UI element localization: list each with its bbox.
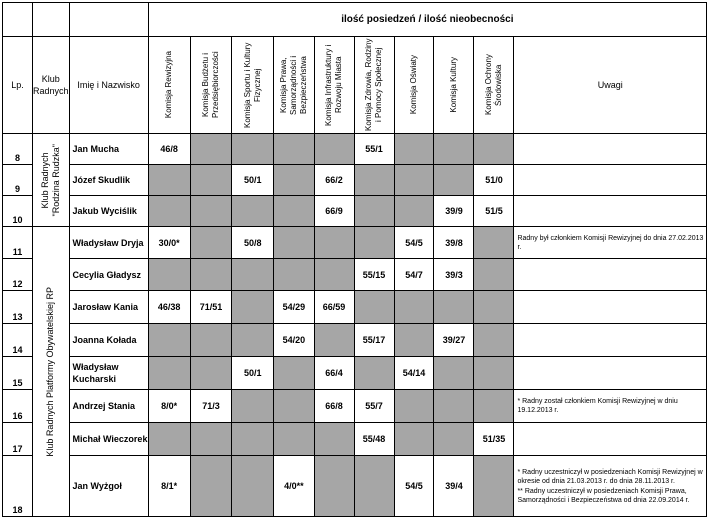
not-member-cell xyxy=(190,324,232,357)
not-member-cell xyxy=(148,196,190,227)
not-member-cell xyxy=(232,390,274,423)
not-member-cell xyxy=(232,196,274,227)
not-member-cell xyxy=(314,134,354,165)
attendance-cell: 66/2 xyxy=(314,165,354,196)
club-name-cell xyxy=(32,227,69,517)
remarks-cell xyxy=(514,134,707,165)
attendance-cell: 39/8 xyxy=(434,227,474,259)
not-member-cell xyxy=(274,357,314,390)
header-committee-6 xyxy=(354,37,394,134)
not-member-cell xyxy=(314,324,354,357)
not-member-cell xyxy=(232,134,274,165)
attendance-cell: 66/9 xyxy=(314,196,354,227)
club-name-line2: "Rodzina Rudzka" xyxy=(50,143,61,217)
councillor-name: Jarosław Kania xyxy=(69,291,148,324)
councillor-name: Józef Skudlik xyxy=(69,165,148,196)
remarks-cell xyxy=(514,196,707,227)
councillor-name: Władysław Dryja xyxy=(69,227,148,259)
attendance-cell: 39/3 xyxy=(434,259,474,291)
attendance-table xyxy=(2,2,707,517)
table-row xyxy=(3,196,707,227)
row-number: 14 xyxy=(3,324,33,357)
not-member-cell xyxy=(314,423,354,456)
not-member-cell xyxy=(474,259,514,291)
remarks-cell xyxy=(514,324,707,357)
councillor-name: Andrzej Stania xyxy=(69,390,148,423)
attendance-cell: 8/0* xyxy=(148,390,190,423)
not-member-cell xyxy=(394,324,434,357)
not-member-cell xyxy=(474,357,514,390)
attendance-cell: 4/0** xyxy=(274,456,314,517)
attendance-cell: 50/1 xyxy=(232,165,274,196)
not-member-cell xyxy=(474,227,514,259)
header-committee-label: Komisja Budżetu i Przedsiębiorczości xyxy=(200,51,220,119)
header-committee-9 xyxy=(474,37,514,134)
not-member-cell xyxy=(314,259,354,291)
header-committee-label: Komisja Prawa, Samorządności i Bezpieczeństwa xyxy=(278,55,308,115)
header-committee-label: Komisja Zdrowia, Rodziny i Pomocy Społecznej xyxy=(364,38,383,132)
not-member-cell xyxy=(190,357,232,390)
row-number: 15 xyxy=(3,357,33,390)
not-member-cell xyxy=(274,165,314,196)
club-name xyxy=(45,287,56,457)
attendance-cell: 54/5 xyxy=(394,456,434,517)
header-committee-label: Komisja Ochrony Środowiska xyxy=(483,54,503,116)
attendance-cell: 30/0* xyxy=(148,227,190,259)
attendance-cell: 39/27 xyxy=(434,324,474,357)
attendance-cell: 54/14 xyxy=(394,357,434,390)
remarks-cell xyxy=(514,291,707,324)
attendance-cell: 55/7 xyxy=(354,390,394,423)
attendance-cell: 66/59 xyxy=(314,291,354,324)
attendance-cell: 54/5 xyxy=(394,227,434,259)
club-name-line1: Klub Radnych Platformy Obywatelskiej RP xyxy=(45,286,56,457)
not-member-cell xyxy=(434,291,474,324)
not-member-cell xyxy=(394,423,434,456)
not-member-cell xyxy=(190,456,232,517)
header-club: Klub Radnych xyxy=(32,37,69,134)
table-row xyxy=(3,259,707,291)
not-member-cell xyxy=(474,134,514,165)
not-member-cell xyxy=(232,423,274,456)
table-row xyxy=(3,165,707,196)
header-committee-2 xyxy=(190,37,232,134)
row-number: 10 xyxy=(3,196,33,227)
remarks-cell xyxy=(514,165,707,196)
not-member-cell xyxy=(232,456,274,517)
remark-text: * Radny został członkiem Komisji Rewizyjnej w dniu 19.12.2013 r. xyxy=(517,398,678,414)
header-committee-7 xyxy=(394,37,434,134)
header-committee-4 xyxy=(274,37,314,134)
header-row xyxy=(3,37,707,134)
header-committee-label: Komisja Infrastruktury i Rozwoju Miasta xyxy=(324,44,344,126)
title-corner-name xyxy=(69,3,148,37)
attendance-cell: 55/1 xyxy=(354,134,394,165)
attendance-cell: 39/4 xyxy=(434,456,474,517)
table-row xyxy=(3,390,707,423)
councillor-name: Władysław Kucharski xyxy=(69,357,148,390)
not-member-cell xyxy=(190,423,232,456)
not-member-cell xyxy=(434,165,474,196)
not-member-cell xyxy=(274,196,314,227)
not-member-cell xyxy=(434,423,474,456)
attendance-cell: 54/20 xyxy=(274,324,314,357)
title-corner-lp xyxy=(3,3,33,37)
not-member-cell xyxy=(274,134,314,165)
attendance-cell: 54/7 xyxy=(394,259,434,291)
table-row xyxy=(3,357,707,390)
row-number: 12 xyxy=(3,259,33,291)
attendance-cell: 50/1 xyxy=(232,357,274,390)
table-row xyxy=(3,423,707,456)
remark-text: ** Radny uczestniczył w posiedzeniach Komisji Prawa, Samorządności i Bezpieczeństwa od dnia 22.09.2014 r. xyxy=(517,487,690,504)
not-member-cell xyxy=(232,259,274,291)
not-member-cell xyxy=(474,291,514,324)
table-row xyxy=(3,324,707,357)
not-member-cell xyxy=(394,196,434,227)
not-member-cell xyxy=(394,134,434,165)
remarks-cell xyxy=(514,456,707,517)
not-member-cell xyxy=(394,390,434,423)
table-row xyxy=(3,291,707,324)
header-committee-label: Komisja Rewizyjna xyxy=(164,51,174,119)
not-member-cell xyxy=(148,357,190,390)
title-corner-club xyxy=(32,3,69,37)
club-name-line1: Klub Radnych xyxy=(39,151,50,209)
header-committee-label: Komisja Sportu i Kultury Fizycznej xyxy=(242,42,262,128)
remarks-cell xyxy=(514,227,707,259)
remark-text: Radny był członkiem Komisji Rewizyjnej do dnia 27.02.2013 r. xyxy=(517,234,704,251)
attendance-cell: 66/8 xyxy=(314,390,354,423)
row-number: 13 xyxy=(3,291,33,324)
header-committee-label: Komisja Oświaty xyxy=(408,55,418,115)
attendance-cell: 55/15 xyxy=(354,259,394,291)
row-number: 8 xyxy=(3,134,33,165)
club-name-cell xyxy=(32,134,69,227)
remark-text: * Radny uczestniczył w posiedzeniach Komisji Rewizyjnej w okresie od dnia 21.03.2013 r. do dnia 28.11.2013 r. xyxy=(517,468,703,485)
not-member-cell xyxy=(434,390,474,423)
not-member-cell xyxy=(148,324,190,357)
not-member-cell xyxy=(434,134,474,165)
header-name: Imię i Nazwisko xyxy=(69,37,148,134)
attendance-cell: 71/51 xyxy=(190,291,232,324)
not-member-cell xyxy=(274,227,314,259)
table-row xyxy=(3,134,707,165)
councillor-name: Jan Wyżgoł xyxy=(69,456,148,517)
remarks-cell xyxy=(514,259,707,291)
not-member-cell xyxy=(354,227,394,259)
remarks-cell xyxy=(514,357,707,390)
not-member-cell xyxy=(148,259,190,291)
row-number: 11 xyxy=(3,227,33,259)
not-member-cell xyxy=(394,165,434,196)
remarks-cell xyxy=(514,390,707,423)
title-row xyxy=(3,3,707,37)
not-member-cell xyxy=(274,259,314,291)
attendance-cell: 54/29 xyxy=(274,291,314,324)
header-remarks: Uwagi xyxy=(514,37,707,134)
attendance-cell: 8/1* xyxy=(148,456,190,517)
not-member-cell xyxy=(274,390,314,423)
header-committee-3 xyxy=(232,37,274,134)
remarks-cell xyxy=(514,423,707,456)
not-member-cell xyxy=(474,456,514,517)
row-number: 9 xyxy=(3,165,33,196)
table-title: ilość posiedzeń / ilość nieobecności xyxy=(148,3,706,37)
attendance-cell: 55/48 xyxy=(354,423,394,456)
attendance-cell: 55/17 xyxy=(354,324,394,357)
attendance-cell: 51/35 xyxy=(474,423,514,456)
councillor-name: Cecylia Gładysz xyxy=(69,259,148,291)
table-row xyxy=(3,456,707,517)
not-member-cell xyxy=(148,165,190,196)
row-number: 16 xyxy=(3,390,33,423)
not-member-cell xyxy=(232,324,274,357)
attendance-cell: 66/4 xyxy=(314,357,354,390)
header-lp: Lp. xyxy=(3,37,33,134)
not-member-cell xyxy=(314,456,354,517)
not-member-cell xyxy=(354,196,394,227)
table-row xyxy=(3,227,707,259)
header-committee-8 xyxy=(434,37,474,134)
not-member-cell xyxy=(190,259,232,291)
councillor-name: Jan Mucha xyxy=(69,134,148,165)
councillor-name: Jakub Wyciślik xyxy=(69,196,148,227)
not-member-cell xyxy=(232,291,274,324)
councillor-name: Michał Wieczorek xyxy=(69,423,148,456)
attendance-cell: 46/8 xyxy=(148,134,190,165)
not-member-cell xyxy=(434,357,474,390)
not-member-cell xyxy=(474,324,514,357)
not-member-cell xyxy=(354,291,394,324)
not-member-cell xyxy=(314,227,354,259)
not-member-cell xyxy=(474,390,514,423)
councillor-name: Joanna Kołada xyxy=(69,324,148,357)
not-member-cell xyxy=(354,357,394,390)
not-member-cell xyxy=(354,165,394,196)
not-member-cell xyxy=(274,423,314,456)
row-number: 18 xyxy=(3,456,33,517)
row-number: 17 xyxy=(3,423,33,456)
not-member-cell xyxy=(190,227,232,259)
header-committee-label: Komisja Kultury xyxy=(448,57,458,113)
header-committee-1 xyxy=(148,37,190,134)
attendance-cell: 46/38 xyxy=(148,291,190,324)
attendance-cell: 71/3 xyxy=(190,390,232,423)
not-member-cell xyxy=(190,196,232,227)
not-member-cell xyxy=(148,423,190,456)
attendance-cell: 39/9 xyxy=(434,196,474,227)
attendance-cell: 51/0 xyxy=(474,165,514,196)
not-member-cell xyxy=(394,291,434,324)
attendance-cell: 50/8 xyxy=(232,227,274,259)
header-committee-5 xyxy=(314,37,354,134)
not-member-cell xyxy=(354,456,394,517)
club-name xyxy=(40,144,62,216)
not-member-cell xyxy=(190,165,232,196)
not-member-cell xyxy=(190,134,232,165)
attendance-cell: 51/5 xyxy=(474,196,514,227)
